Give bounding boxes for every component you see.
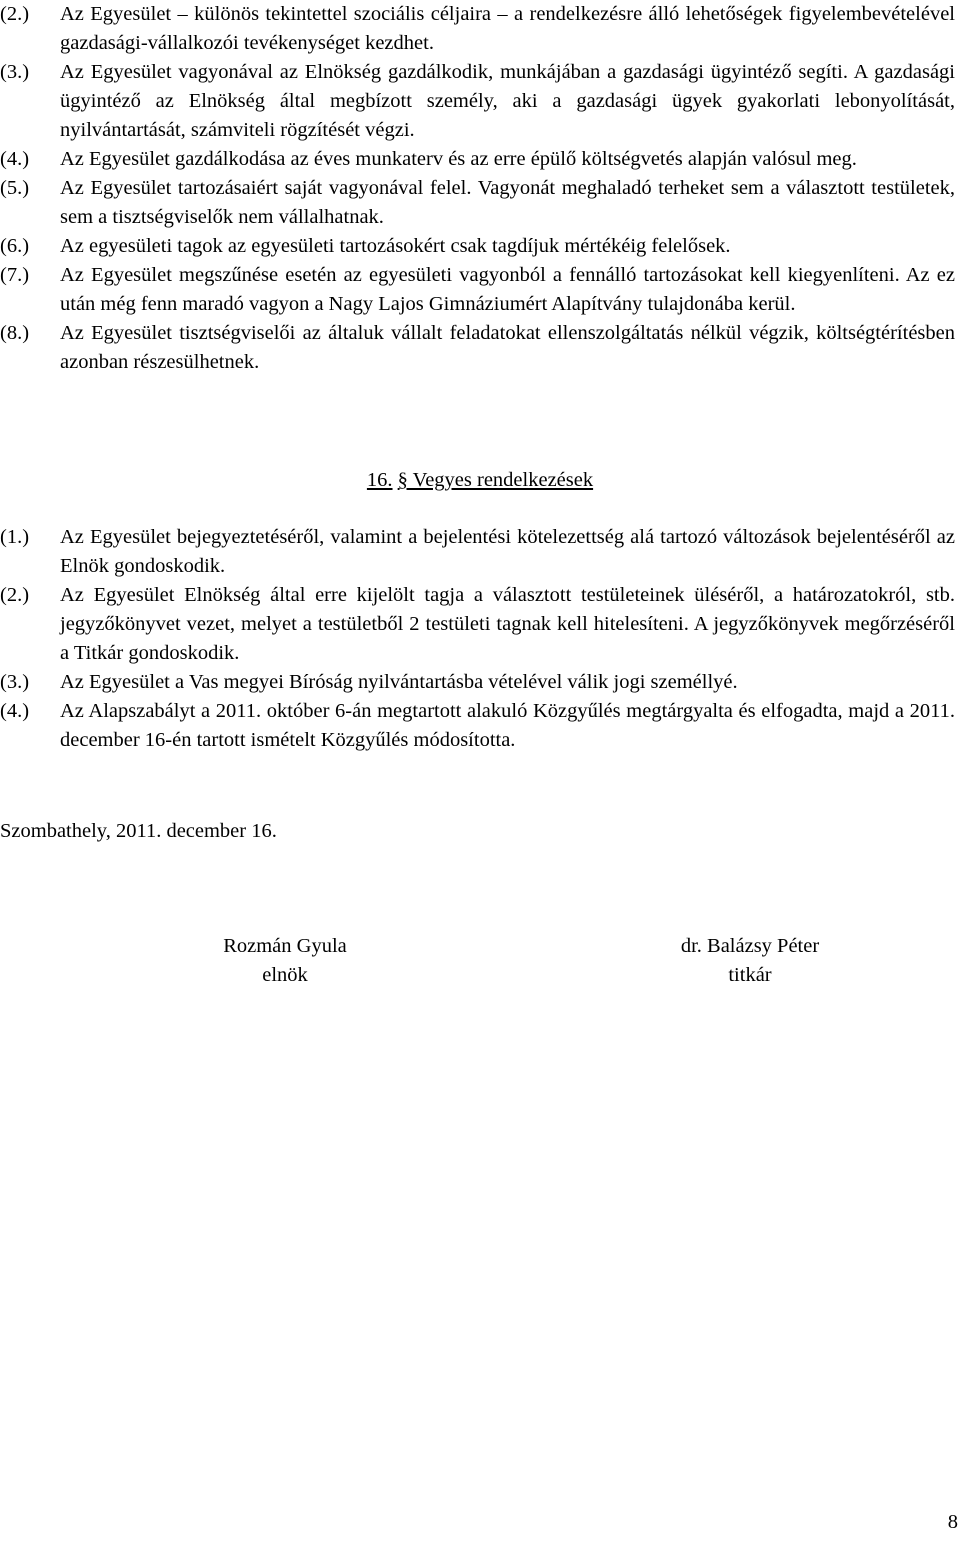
paragraph: [0, 668, 955, 697]
signatory-name: Rozmán Gyula: [223, 935, 347, 957]
paragraph-text: Az Alapszabályt a 2011. október 6-án megtartott alakuló Közgyűlés megtárgyalta és elfogadta, majd a 2011. december 16-én tartott ismételt Közgyűlés módosította.: [60, 700, 955, 751]
paragraph-text: Az Egyesület tisztségviselői az általuk vállalt feladatokat ellenszolgáltatás nélkül végzik, költségtérítésben azonban részesülhetnek.: [60, 322, 955, 373]
paragraph: [0, 58, 955, 145]
paragraph-number: (2.): [0, 584, 30, 606]
paragraph-number: (3.): [0, 61, 30, 83]
paragraph-text: Az Egyesület megszűnése esetén az egyesületi vagyonból a fennálló tartozásokat kell kiegyenlíteni. Az ez után még fenn maradó vagyon a Nagy Lajos Gimnáziumért Alapítvány tulajdonába kerül.: [60, 264, 955, 315]
signatory-role: elnök: [262, 964, 308, 986]
paragraph-number: (5.): [0, 177, 30, 199]
paragraph-text: Az Egyesület Elnökség által erre kijelölt tagja a választott testületeinek üléséről, a határozatokról, stb. jegyzőkönyvet vezet, melyet a testületből 2 testületi tagnak kell hitelesíteni. A jegyzőkönyvek megőrzéséről a Titkár gondoskodik.: [60, 584, 955, 664]
paragraph-number: (1.): [0, 526, 30, 548]
paragraph-text: Az egyesületi tagok az egyesületi tartozásokért csak tagdíjuk mértékéig felelősek.: [60, 235, 731, 257]
section-b: [0, 523, 955, 755]
section-heading: [0, 465, 960, 495]
paragraph: [0, 0, 955, 58]
paragraph-number: (3.): [0, 671, 30, 693]
paragraph-text: Az Egyesület gazdálkodása az éves munkaterv és az erre épülő költségvetés alapján valósul meg.: [60, 148, 857, 170]
paragraph: [0, 261, 955, 319]
section-heading-number: 16.: [366, 469, 393, 491]
paragraph-text: Az Egyesület – különös tekintettel szociális céljaira – a rendelkezésre álló lehetőségek figyelembevételével gazdasági-vállalkozói tevékenységet kezdhet.: [60, 3, 955, 54]
paragraph: [0, 319, 955, 377]
signatory-name: dr. Balázsy Péter: [680, 935, 820, 957]
paragraph: [0, 523, 955, 581]
paragraph: [0, 145, 955, 174]
paragraph-number: (8.): [0, 322, 30, 344]
paragraph: [0, 174, 955, 232]
paragraph-number: (4.): [0, 148, 30, 170]
signatory-role: titkár: [728, 964, 772, 986]
paragraph-number: (6.): [0, 235, 30, 257]
paragraph: [0, 232, 955, 261]
signature-block-president: [135, 932, 435, 990]
section-a: [0, 0, 955, 377]
paragraph-number: (2.): [0, 3, 30, 25]
place-and-date: Szombathely, 2011. december 16.: [0, 820, 277, 842]
signature-block-secretary: [600, 932, 900, 990]
section-heading-title: § Vegyes rendelkezések: [397, 469, 594, 491]
paragraph-text: Az Egyesület tartozásaiért saját vagyonával felel. Vagyonát meghaladó terheket sem a választott testületek, sem a tisztségviselők nem vállalhatnak.: [60, 177, 955, 228]
paragraph-text: Az Egyesület bejegyeztetéséről, valamint a bejelentési kötelezettség alá tartozó változások bejelentéséről az Elnök gondoskodik.: [60, 526, 955, 577]
paragraph-text: Az Egyesület vagyonával az Elnökség gazdálkodik, munkájában a gazdasági ügyintéző segíti. A gazdasági ügyintéző az Elnökség által megbízott személy, aki a gazdasági ügyek gyakorlati lebonyolítását, nyilvántartását, számviteli rögzítését végzi.: [60, 61, 955, 141]
paragraph-text: Az Egyesület a Vas megyei Bíróság nyilvántartásba vételével válik jogi személlyé.: [60, 671, 738, 693]
paragraph-number: (7.): [0, 264, 30, 286]
page-number: 8: [947, 1511, 958, 1533]
paragraph: [0, 581, 955, 668]
paragraph: [0, 697, 955, 755]
paragraph-number: (4.): [0, 700, 30, 722]
